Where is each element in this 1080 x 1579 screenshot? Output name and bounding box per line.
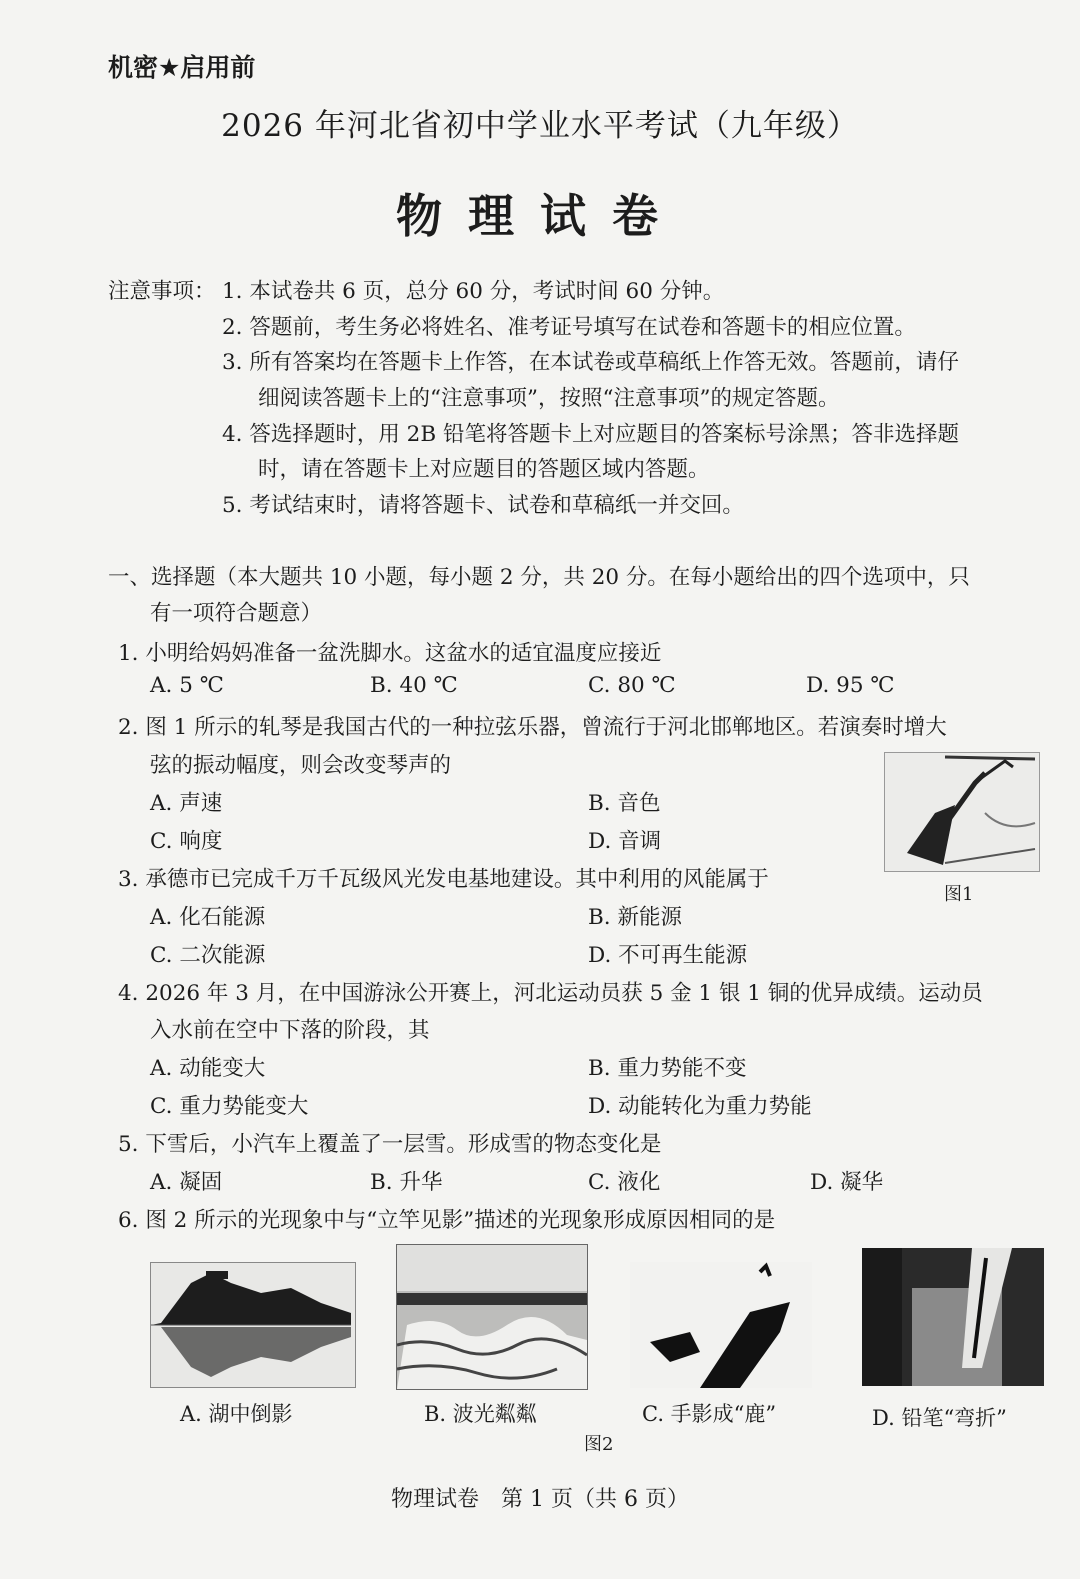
- exam-title: 2026 年河北省初中学业水平考试（九年级）: [221, 108, 859, 144]
- confidential-mark: 机密★启用前: [108, 53, 256, 82]
- q1-option-d: D. 95 ℃: [806, 673, 895, 698]
- question-4-stem-cont: 入水前在空中下落的阶段，其: [150, 1018, 430, 1043]
- q1-option-a: A. 5 ℃: [150, 673, 224, 698]
- figure-2d-caption: D. 铅笔“弯折”: [872, 1406, 1007, 1430]
- q2-option-d: D. 音调: [588, 829, 662, 854]
- figure-2c-image: [630, 1262, 812, 1388]
- q3-option-c: C. 二次能源: [150, 943, 266, 968]
- notice-item-2: 2. 答题前，考生务必将姓名、准考证号填写在试卷和答题卡的相应位置。: [222, 315, 916, 340]
- question-1-stem: 1. 小明给妈妈准备一盆洗脚水。这盆水的适宜温度应接近: [118, 641, 662, 666]
- notice-item-3: 3. 所有答案均在答题卡上作答，在本试卷或草稿纸上作答无效。答题前，请仔: [222, 350, 959, 375]
- notice-item-1: 1. 本试卷共 6 页，总分 60 分，考试时间 60 分钟。: [222, 279, 725, 304]
- notice-item-3-cont: 细阅读答题卡上的“注意事项”，按照“注意事项”的规定答题。: [258, 386, 840, 411]
- question-2-stem-cont: 弦的振动幅度，则会改变琴声的: [150, 753, 452, 778]
- q2-option-c: C. 响度: [150, 829, 223, 854]
- question-3-stem: 3. 承德市已完成千万千瓦级风光发电基地建设。其中利用的风能属于: [118, 867, 769, 892]
- q2-option-b: B. 音色: [588, 791, 661, 816]
- figure-2b-image: [396, 1244, 588, 1390]
- q4-option-a: A. 动能变大: [150, 1056, 266, 1081]
- page-footer: 物理试卷 第 1 页（共 6 页）: [391, 1487, 689, 1512]
- figure-2a-caption: A. 湖中倒影: [180, 1402, 293, 1426]
- figure-2a-image: [150, 1262, 356, 1388]
- q4-option-b: B. 重力势能不变: [588, 1056, 747, 1081]
- question-4-stem: 4. 2026 年 3 月，在中国游泳公开赛上，河北运动员获 5 金 1 银 1 铜的优异成绩。运动员: [118, 981, 983, 1006]
- question-5-stem: 5. 下雪后，小汽车上覆盖了一层雪。形成雪的物态变化是: [118, 1132, 662, 1157]
- subject-title: 物理试卷: [396, 189, 684, 243]
- figure-2-caption: 图2: [584, 1434, 614, 1455]
- figure-2b-caption: B. 波光粼粼: [424, 1402, 537, 1426]
- q3-option-d: D. 不可再生能源: [588, 943, 748, 968]
- q5-option-d: D. 凝华: [810, 1170, 884, 1195]
- figure-1-image: [884, 752, 1040, 872]
- q4-option-c: C. 重力势能变大: [150, 1094, 309, 1119]
- q3-option-a: A. 化石能源: [150, 905, 266, 930]
- question-2-stem: 2. 图 1 所示的轧琴是我国古代的一种拉弦乐器，曾流行于河北邯郸地区。若演奏时增大: [118, 715, 947, 740]
- q1-option-c: C. 80 ℃: [588, 673, 676, 698]
- notice-label: 注意事项：: [108, 279, 216, 304]
- q3-option-b: B. 新能源: [588, 905, 682, 930]
- q4-option-d: D. 动能转化为重力势能: [588, 1094, 812, 1119]
- figure-2c-caption: C. 手影成“鹿”: [642, 1402, 777, 1426]
- q5-option-c: C. 液化: [588, 1170, 661, 1195]
- q2-option-a: A. 声速: [150, 791, 223, 816]
- section-heading: 一、选择题（本大题共 10 小题，每小题 2 分，共 20 分。在每小题给出的四个选项中，只: [108, 565, 970, 590]
- question-6-stem: 6. 图 2 所示的光现象中与“立竿见影”描述的光现象形成原因相同的是: [118, 1208, 776, 1233]
- notice-item-4-cont: 时，请在答题卡上对应题目的答题区域内答题。: [258, 457, 710, 482]
- notice-item-4: 4. 答选择题时，用 2B 铅笔将答题卡上对应题目的答案标号涂黑；答非选择题: [222, 422, 959, 447]
- q1-option-b: B. 40 ℃: [370, 673, 458, 698]
- q5-option-a: A. 凝固: [150, 1170, 223, 1195]
- figure-1-caption: 图1: [944, 884, 974, 905]
- notice-item-5: 5. 考试结束时，请将答题卡、试卷和草稿纸一并交回。: [222, 493, 744, 518]
- section-heading-cont: 有一项符合题意）: [150, 601, 323, 626]
- q5-option-b: B. 升华: [370, 1170, 443, 1195]
- figure-2d-image: [862, 1248, 1044, 1386]
